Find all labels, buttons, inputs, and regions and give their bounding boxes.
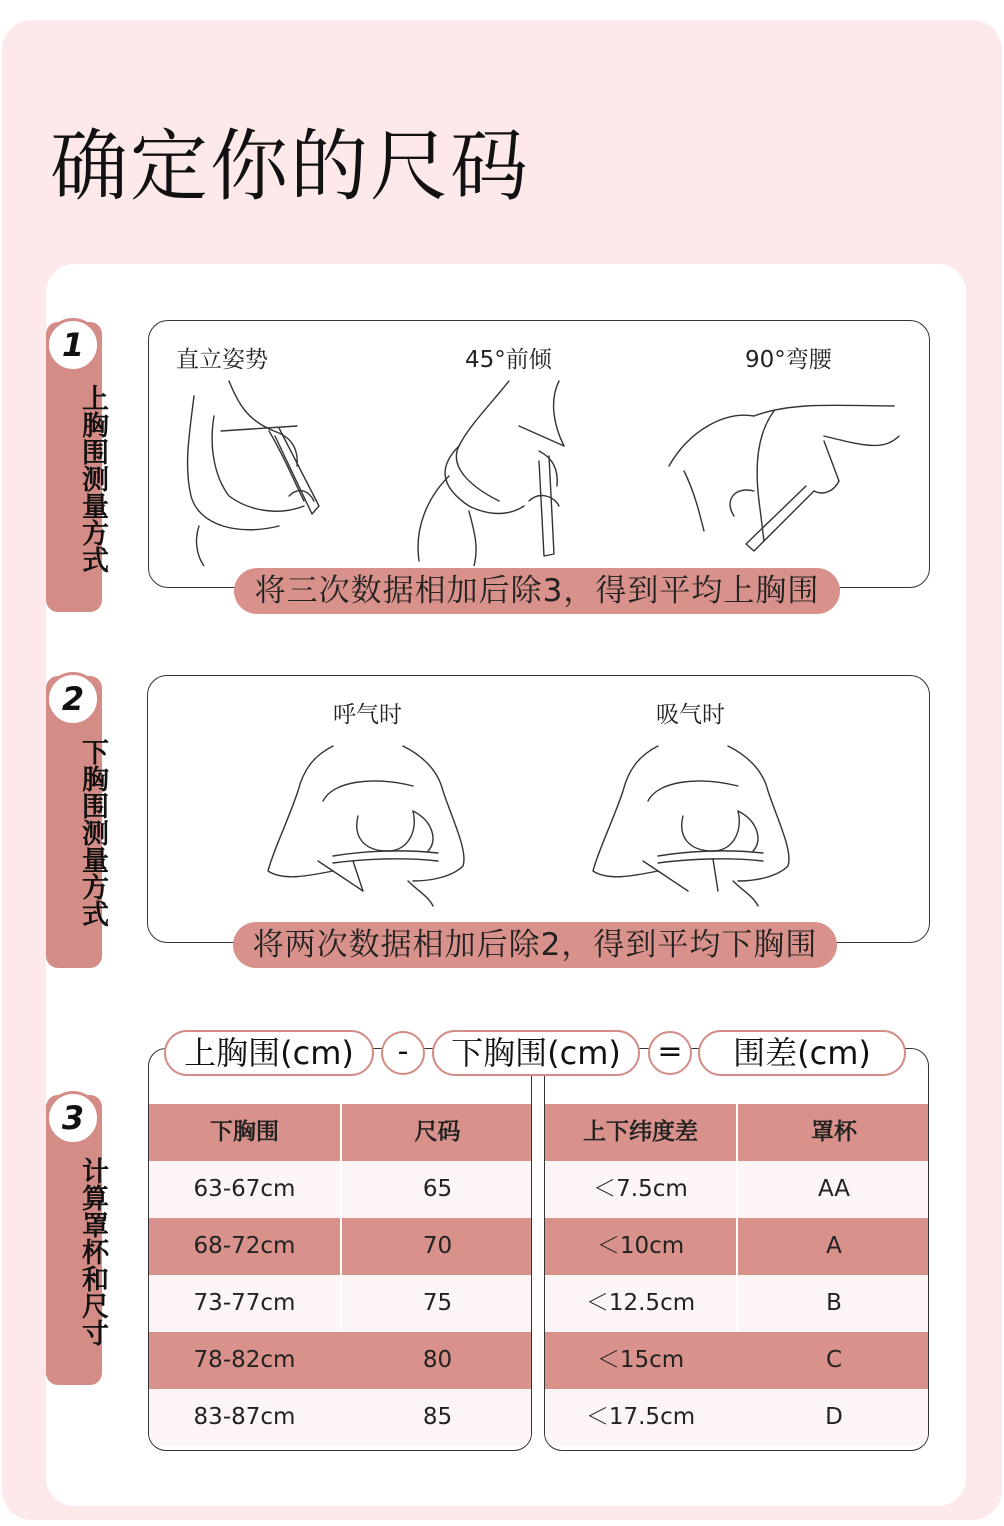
table-cell: ＜17.5cm <box>585 1404 696 1430</box>
step-3-number: 3 <box>46 1091 100 1145</box>
step-2-label: 下胸围测量方式 <box>77 738 108 927</box>
pose-90-caption: 90°弯腰 <box>745 347 832 373</box>
step-2-illustration-box <box>147 675 930 943</box>
table-cell: 75 <box>422 1290 453 1316</box>
step-1-summary: 将三次数据相加后除3，得到平均上胸围 <box>234 568 840 614</box>
upright-pose-illustration <box>169 376 339 566</box>
table-header-cell: 尺码 <box>414 1119 461 1145</box>
exhale-caption: 呼气时 <box>333 702 402 728</box>
step-3-label: 计算罩杯和尺寸 <box>77 1157 108 1346</box>
table-cell: 83-87cm <box>193 1404 296 1430</box>
table-cell: ＜15cm <box>596 1347 685 1373</box>
table-cell: 63-67cm <box>193 1176 296 1202</box>
step-2-tab <box>46 676 108 968</box>
table-cell: C <box>825 1347 843 1373</box>
table-cell: 73-77cm <box>193 1290 296 1316</box>
formula-under-bust: 下胸围(cm) <box>432 1030 640 1076</box>
table-cell: 78-82cm <box>193 1347 296 1373</box>
formula-equals: = <box>648 1031 692 1075</box>
table-cell: AA <box>817 1176 851 1202</box>
step-1-number: 1 <box>46 318 100 372</box>
table-cell: ＜12.5cm <box>585 1290 696 1316</box>
table-cell: A <box>826 1233 842 1259</box>
table-header-cell: 罩杯 <box>811 1119 857 1145</box>
formula-difference: 围差(cm) <box>698 1030 906 1076</box>
lean-45-pose-illustration <box>409 376 579 566</box>
step-2-number: 2 <box>46 672 100 726</box>
table-cell: 80 <box>422 1347 453 1373</box>
table-row <box>545 1332 928 1389</box>
band-size-table <box>148 1048 532 1451</box>
step-3-tab <box>46 1095 108 1385</box>
exhale-illustration <box>263 741 483 911</box>
inhale-illustration <box>588 741 808 911</box>
table-row <box>545 1389 928 1446</box>
pose-45-caption: 45°前倾 <box>465 347 552 373</box>
table-cell: D <box>825 1404 843 1430</box>
table-cell: 85 <box>422 1404 453 1430</box>
page-title: 确定你的尺码 <box>50 122 531 212</box>
column-divider <box>340 1104 342 1332</box>
cup-size-table <box>544 1048 929 1451</box>
column-divider <box>736 1104 738 1332</box>
formula-minus: - <box>381 1031 425 1075</box>
table-row <box>149 1389 531 1446</box>
inhale-caption: 吸气时 <box>656 702 725 728</box>
step-2-summary: 将两次数据相加后除2，得到平均下胸围 <box>233 922 837 968</box>
table-cell: B <box>826 1290 842 1316</box>
table-cell: ＜7.5cm <box>593 1176 688 1202</box>
table-cell: 68-72cm <box>193 1233 296 1259</box>
formula-upper-bust: 上胸围(cm) <box>164 1030 374 1076</box>
table-cell: 70 <box>422 1233 453 1259</box>
pose-upright-caption: 直立姿势 <box>176 347 268 373</box>
step-1-tab <box>46 322 108 612</box>
step-1-label: 上胸围测量方式 <box>77 384 108 573</box>
step-1-illustration-box <box>148 320 930 588</box>
table-cell: 65 <box>422 1176 453 1202</box>
table-header-cell: 上下纬度差 <box>583 1119 698 1145</box>
bend-90-pose-illustration <box>664 391 904 561</box>
table-header-cell: 下胸围 <box>210 1119 279 1145</box>
table-row <box>149 1332 531 1389</box>
table-cell: ＜10cm <box>596 1233 685 1259</box>
